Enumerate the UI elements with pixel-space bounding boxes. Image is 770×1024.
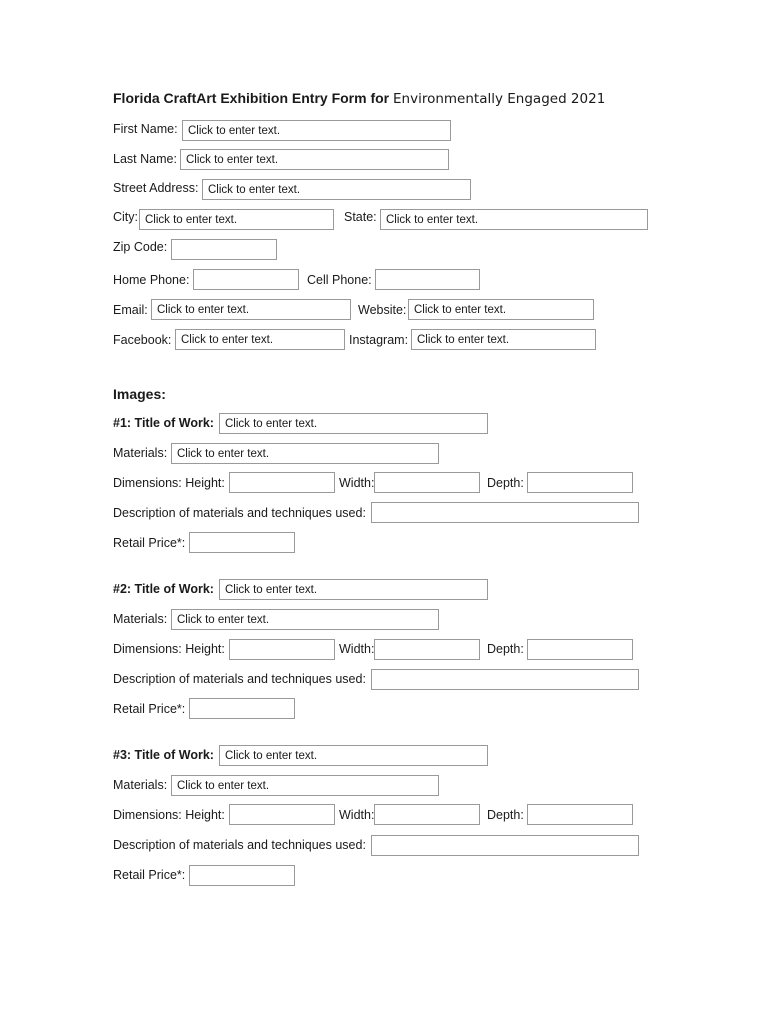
work-3-depth-input[interactable] (527, 804, 633, 825)
work-3-description-label: Description of materials and techniques used: (113, 838, 366, 852)
first-name-input[interactable] (182, 120, 451, 141)
cell-phone-label: Cell Phone: (307, 273, 372, 287)
street-address-input[interactable] (202, 179, 471, 200)
work-3-height-input[interactable] (229, 804, 335, 825)
work-3-width-input[interactable] (374, 804, 480, 825)
work-3-description-input[interactable] (371, 835, 639, 856)
work-2-retail-price-input[interactable] (189, 698, 295, 719)
work-1-title-label: #1: Title of Work: (113, 416, 214, 430)
work-3-retail-price-input[interactable] (189, 865, 295, 886)
instagram-label: Instagram: (349, 333, 409, 347)
instagram-input[interactable] (411, 329, 596, 350)
work-1-materials-input[interactable] (171, 443, 439, 464)
work-2-depth-label: Depth: (487, 642, 524, 656)
work-1-retail-price-label: Retail Price*: (113, 536, 186, 550)
work-2-width-input[interactable] (374, 639, 480, 660)
work-3-materials-input[interactable] (171, 775, 439, 796)
work-3-height-label: Dimensions: Height: (113, 808, 225, 822)
work-2-depth-input[interactable] (527, 639, 633, 660)
work-1-materials-label: Materials: (113, 446, 168, 460)
facebook-input[interactable] (175, 329, 345, 350)
work-3-title-input[interactable] (219, 745, 488, 766)
zip-code-label: Zip Code: (113, 240, 168, 254)
website-input[interactable] (408, 299, 594, 320)
work-3-width-label: Width: (339, 808, 375, 822)
zip-code-input[interactable] (171, 239, 277, 260)
work-2-retail-price-label: Retail Price*: (113, 702, 186, 716)
work-1-height-input[interactable] (229, 472, 335, 493)
form-title-event: Environmentally Engaged 2021 (393, 91, 606, 107)
city-label: City: (113, 210, 138, 224)
first-name-label: First Name: (113, 122, 178, 136)
work-3-title-label: #3: Title of Work: (113, 748, 214, 762)
work-2-description-input[interactable] (371, 669, 639, 690)
work-1-title-input[interactable] (219, 413, 488, 434)
images-heading: Images: (113, 386, 166, 402)
work-3-retail-price-label: Retail Price*: (113, 868, 186, 882)
facebook-label: Facebook: (113, 333, 172, 347)
email-input[interactable] (151, 299, 351, 320)
website-label: Website: (358, 303, 407, 317)
city-input[interactable] (139, 209, 334, 230)
work-2-title-label: #2: Title of Work: (113, 582, 214, 596)
work-1-height-label: Dimensions: Height: (113, 476, 225, 490)
home-phone-label: Home Phone: (113, 273, 190, 287)
work-2-height-input[interactable] (229, 639, 335, 660)
street-address-label: Street Address: (113, 181, 199, 195)
work-2-materials-input[interactable] (171, 609, 439, 630)
work-2-title-input[interactable] (219, 579, 488, 600)
work-1-width-input[interactable] (374, 472, 480, 493)
state-input[interactable] (380, 209, 648, 230)
form-title-bold: Florida CraftArt Exhibition Entry Form for (113, 90, 390, 106)
work-3-depth-label: Depth: (487, 808, 524, 822)
home-phone-input[interactable] (193, 269, 299, 290)
work-1-description-label: Description of materials and techniques used: (113, 506, 366, 520)
email-label: Email: (113, 303, 148, 317)
work-1-retail-price-input[interactable] (189, 532, 295, 553)
work-1-description-input[interactable] (371, 502, 639, 523)
form-title (113, 90, 605, 107)
work-1-depth-input[interactable] (527, 472, 633, 493)
work-1-depth-label: Depth: (487, 476, 524, 490)
cell-phone-input[interactable] (375, 269, 480, 290)
last-name-label: Last Name: (113, 152, 177, 166)
work-2-width-label: Width: (339, 642, 375, 656)
last-name-input[interactable] (180, 149, 449, 170)
work-1-width-label: Width: (339, 476, 375, 490)
state-label: State: (344, 210, 377, 224)
work-3-materials-label: Materials: (113, 778, 168, 792)
work-2-description-label: Description of materials and techniques used: (113, 672, 366, 686)
work-2-materials-label: Materials: (113, 612, 168, 626)
work-2-height-label: Dimensions: Height: (113, 642, 225, 656)
